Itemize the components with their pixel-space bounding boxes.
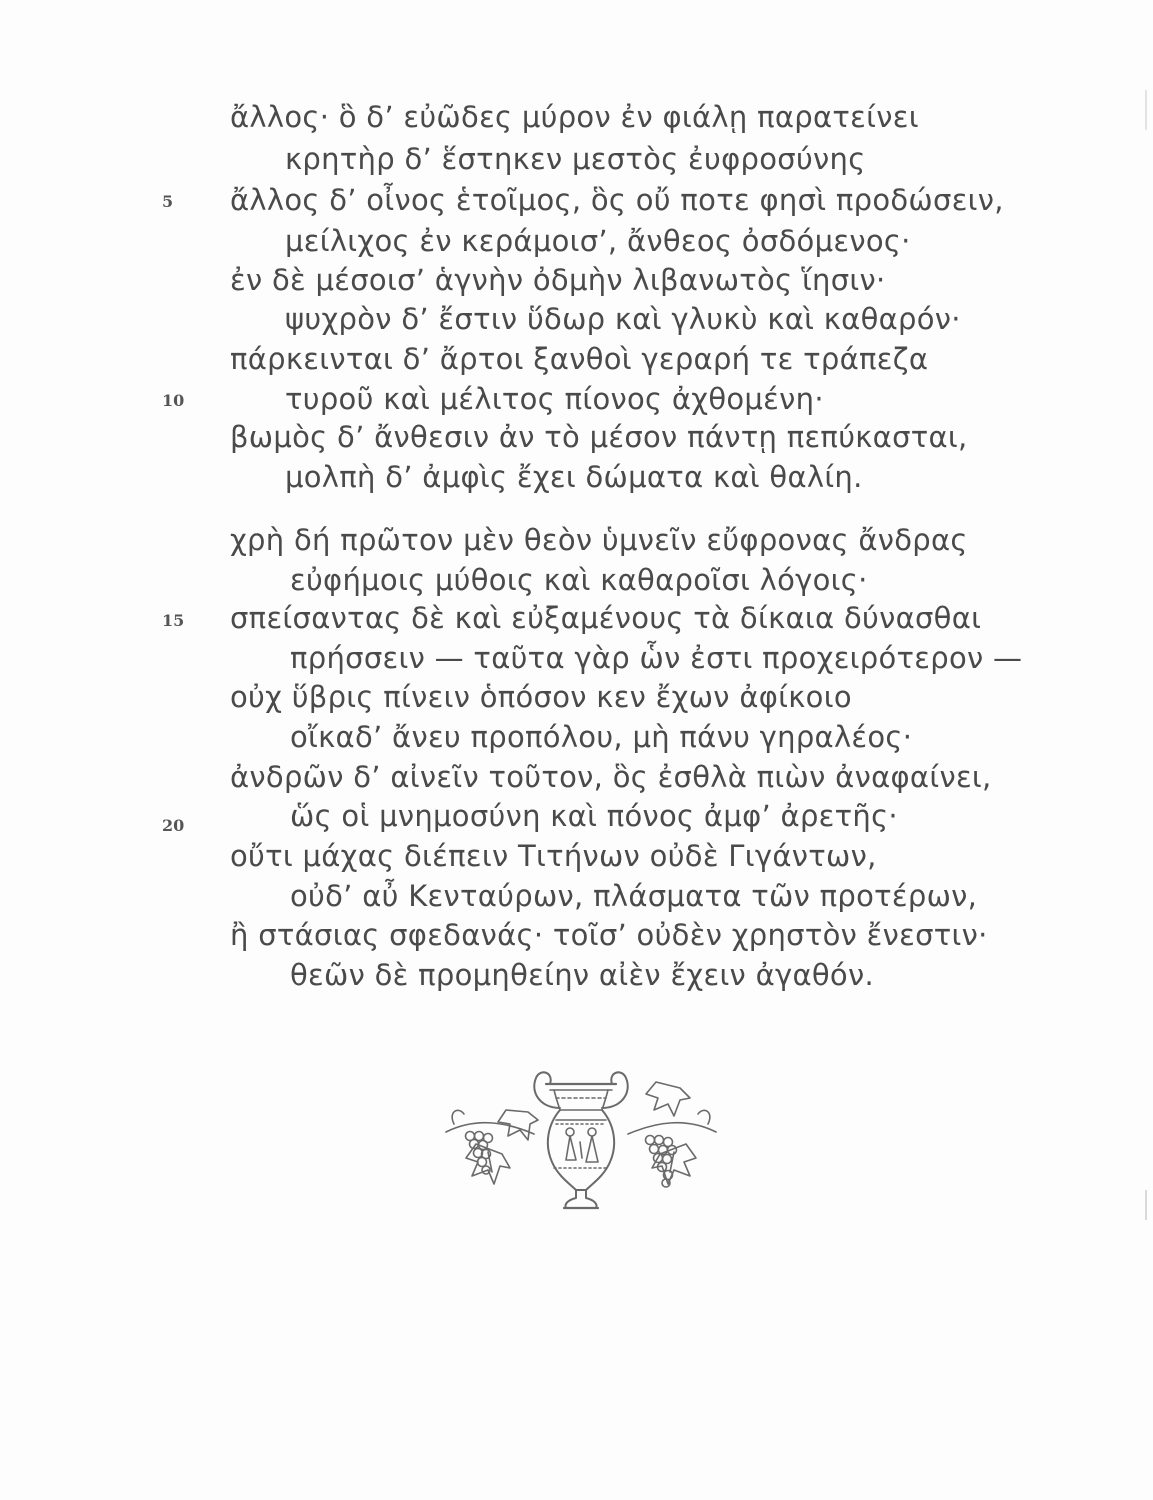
poem-line: μείλιχος ἐν κεράμοισ’, ἄνθεος ὀσδόμενος· xyxy=(285,224,911,258)
poem-line: ὥς οἱ μνημοσύνη καὶ πόνος ἀμφ’ ἀρετῆς· xyxy=(290,799,898,833)
poem-line: θεῶν δὲ προμηθείην αἰὲν ἔχειν ἀγαθόν. xyxy=(290,958,874,992)
poem-line: ἀνδρῶν δ’ αἰνεῖν τοῦτον, ὃς ἐσθλὰ πιὼν ἀναφαίνει, xyxy=(230,760,992,794)
page-edge-mark xyxy=(1145,90,1147,130)
poem-line: βωμὸς δ’ ἄνθεσιν ἀν τὸ μέσον πάντῃ πεπύκασται, xyxy=(230,420,968,454)
poem-line: χρὴ δή πρῶτον μὲν θεὸν ὑμνεῖν εὔφρονας ἄνδρας xyxy=(230,523,968,557)
poem-line: οὐχ ὕβρις πίνειν ὁπόσον κεν ἔχων ἀφίκοιο xyxy=(230,680,852,714)
poem-line: εὐφήμοις μύθοις καὶ καθαροῖσι λόγοις· xyxy=(290,563,868,597)
poem-line: πρήσσειν — ταῦτα γὰρ ὧν ἐστι προχειρότερον — xyxy=(290,641,1023,675)
poem-line: τυροῦ καὶ μέλιτος πίονος ἀχθομένη· xyxy=(285,382,824,416)
line-number: 5 xyxy=(162,192,174,211)
poem-line: οἴκαδ’ ἄνευ προπόλου, μὴ πάνυ γηραλέος· xyxy=(290,720,913,754)
line-number: 10 xyxy=(162,391,185,410)
line-number: 20 xyxy=(162,816,185,835)
poem-line: μολπὴ δ’ ἀμφὶς ἔχει δώματα καὶ θαλίη. xyxy=(285,460,863,494)
vase-with-grapes-icon xyxy=(436,1062,726,1224)
poem-line: ἢ στάσιας σφεδανάς· τοῖσ’ οὐδὲν χρηστὸν ἔνεστιν· xyxy=(230,918,988,952)
poem-line: οὔτι μάχας διέπειν Τιτήνων οὐδὲ Γιγάντων, xyxy=(230,839,877,873)
poem-line: ἄλλος· ὃ δ’ εὐῶδες μύρον ἐν φιάλῃ παρατείνει xyxy=(230,100,919,134)
poem-line: ἄλλος δ’ οἶνος ἑτοῖμος, ὃς οὔ ποτε φησὶ προδώσειν, xyxy=(230,183,1004,217)
poem-line: ἐν δὲ μέσοισ’ ἁγνὴν ὀδμὴν λιβανωτὸς ἵησιν· xyxy=(230,263,886,297)
poem-line: ψυχρὸν δ’ ἔστιν ὕδωρ καὶ γλυκὺ καὶ καθαρόν· xyxy=(285,302,961,336)
line-number: 15 xyxy=(162,611,185,630)
poem-line: πάρκεινται δ’ ἄρτοι ξανθοὶ γεραρή τε τράπεζα xyxy=(230,342,929,376)
poem-line: σπείσαντας δὲ καὶ εὐξαμένους τὰ δίκαια δύνασθαι xyxy=(230,601,982,635)
poem-line: οὐδ’ αὖ Κενταύρων, πλάσματα τῶν προτέρων, xyxy=(290,879,978,913)
poem-line: κρητὴρ δ’ ἕστηκεν μεστὸς ἐυφροσύνης xyxy=(285,142,866,176)
page-edge-mark xyxy=(1145,1190,1147,1220)
